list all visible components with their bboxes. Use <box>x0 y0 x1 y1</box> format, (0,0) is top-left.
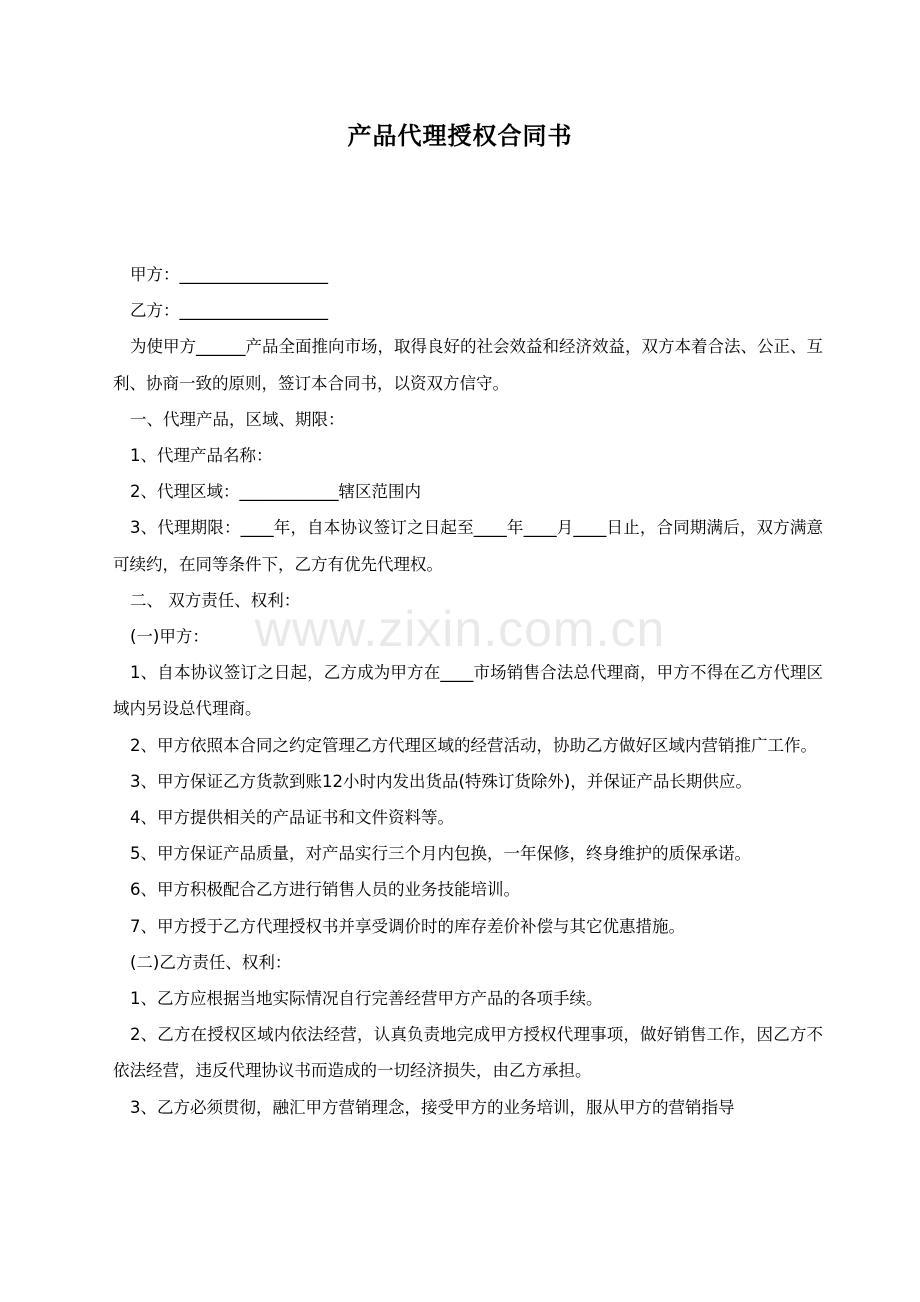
subsection-party-a: (一)甲方： <box>130 627 209 647</box>
contract-body <box>113 257 823 1126</box>
party-b-clause-1: 1、乙方应根据当地实际情况自行完善经营甲方产品的各项手续。 <box>130 989 603 1009</box>
party-a-line: 甲方：__________________ <box>130 265 328 284</box>
party-a-clause-2: 2、甲方依照本合同之约定管理乙方代理区域的经营活动，协助乙方做好区域内营销推广工作。 <box>130 735 817 755</box>
party-b-clause-3: 3、乙方必须贯彻，融汇甲方营销理念，接受甲方的业务培训，服从甲方的营销指导 <box>130 1097 735 1117</box>
preamble-paragraph: 为使甲方______产品全面推向市场，取得良好的社会效益和经济效益，双方本着合法、公正、互利、协商一致的原则，签订本合同书，以资双方信守。 <box>113 337 823 393</box>
clause-product-name: 1、代理产品名称： <box>130 446 273 466</box>
party-b-line: 乙方：__________________ <box>130 301 328 321</box>
party-a-clause-4: 4、甲方提供相关的产品证书和文件资料等。 <box>130 808 454 828</box>
clause-region: 2、代理区域：____________辖区范围内 <box>130 482 421 502</box>
subsection-party-b: (二)乙方责任、权利： <box>130 952 292 972</box>
party-a-clause-7: 7、甲方授于乙方代理授权书并享受调价时的库存差价补偿与其它优惠措施。 <box>130 916 685 936</box>
party-a-clause-6: 6、甲方积极配合乙方进行销售人员的业务技能培训。 <box>130 880 520 900</box>
section-heading-1: 一、代理产品，区域、期限： <box>130 409 345 429</box>
party-a-clause-5: 5、甲方保证产品质量，对产品实行三个月内包换，一年保修，终身维护的质保承诺。 <box>130 844 751 864</box>
section-heading-2: 二、 双方责任、权利： <box>130 590 301 610</box>
document-title: 产品代理授权合同书 <box>347 122 573 150</box>
party-a-clause-3: 3、甲方保证乙方货款到账12小时内发出货品(特殊订货除外)，并保证产品长期供应。 <box>130 771 752 791</box>
clause-term: 3、代理期限：____年，自本协议签订之日起至____年____月____日止，合同期满后，双方满意可续约，在同等条件下，乙方有优先代理权。 <box>113 518 823 574</box>
watermark-text: www.zixin.com.cn <box>254 601 666 657</box>
party-b-clause-2: 2、乙方在授权区域内依法经营，认真负责地完成甲方授权代理事项，做好销售工作，因乙方不依法经营，违反代理协议书而造成的一切经济损失，由乙方承担。 <box>113 1025 823 1081</box>
party-a-clause-1: 1、自本协议签订之日起，乙方成为甲方在____市场销售合法总代理商，甲方不得在乙方代理区域内另设总代理商。 <box>113 663 823 719</box>
